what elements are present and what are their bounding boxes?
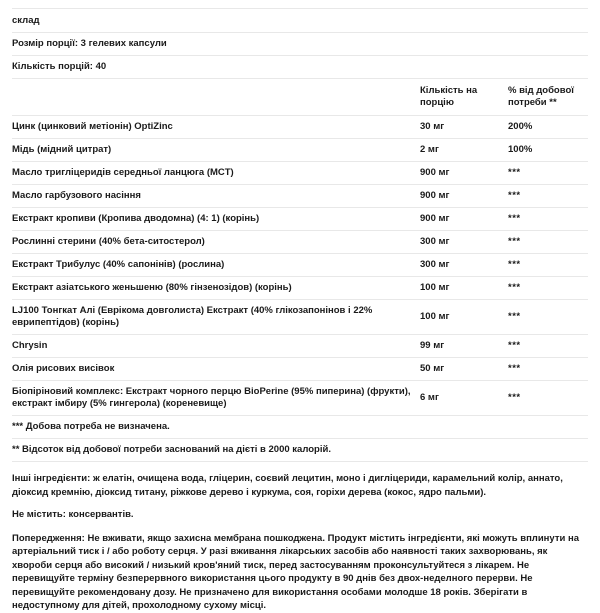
ingredient-name: Біопіріновий комплекс: Екстракт чорного перцю BioPerine (95% пиперина) (фрукти), екстракт імбиру (5% гингерола) (кореневище) xyxy=(12,381,420,416)
ingredient-amount: 900 мг xyxy=(420,185,508,208)
ingredient-name: Екстракт азіатського женьшеню (80% гінзенозідов) (корінь) xyxy=(12,277,420,300)
ingredient-daily-value: *** xyxy=(508,208,588,231)
warning-paragraph: Попередження: Не вживати, якщо захисна мембрана пошкоджена. Продукт містить інгредієнти, які можуть вплинути на артеріальний тиск і / або роботу серця. У разі вживання лікарських засобів або наявності таких захворювань, як хвороби серця або високий / низький кров'яний тиск, перед застосуванням проконсультуйтеся з лікарем. Не перевищуйте терміну безперервного використання цього продукту в 90 днів без двох-неделного перерви. Не перевищуйте рекомендовану дозу. Не призначено для використання особами молодше 18 років. Зберігати в недоступному для дітей, прохолодному сухому місці. xyxy=(12,532,579,611)
table-header-row xyxy=(12,79,588,116)
ingredient-daily-value: *** xyxy=(508,185,588,208)
ingredient-daily-value: *** xyxy=(508,162,588,185)
footnote-daily-value-not-established: *** Добова потреба не визначена. xyxy=(12,416,588,439)
ingredient-amount: 100 мг xyxy=(420,300,508,335)
ingredient-name: Мідь (мідний цитрат) xyxy=(12,139,420,162)
ingredient-daily-value: *** xyxy=(508,254,588,277)
ingredient-amount: 2 мг xyxy=(420,139,508,162)
table-body xyxy=(12,116,588,416)
ingredient-amount: 50 мг xyxy=(420,358,508,381)
ingredient-name: LJ100 Тонгкат Алі (Еврікома довголиста) Екстракт (40% глікозапонінов і 22% еврипептідов) (корінь) xyxy=(12,300,420,335)
table-row xyxy=(12,208,588,231)
table-row xyxy=(12,358,588,381)
ingredient-amount: 100 мг xyxy=(420,277,508,300)
ingredient-daily-value: *** xyxy=(508,335,588,358)
ingredient-name: Масло тригліцеридів середньої ланцюга (MCT) xyxy=(12,162,420,185)
ingredient-name: Екстракт кропиви (Кропива дводомна) (4: 1) (корінь) xyxy=(12,208,420,231)
ingredient-amount: 300 мг xyxy=(420,254,508,277)
ingredient-amount: 300 мг xyxy=(420,231,508,254)
table-row xyxy=(12,162,588,185)
table-row xyxy=(12,335,588,358)
table-row xyxy=(12,381,588,416)
ingredient-daily-value: *** xyxy=(508,300,588,335)
ingredient-name: Олія рисових висівок xyxy=(12,358,420,381)
ingredient-name: Екстракт Трибулус (40% сапонінів) (рослина) xyxy=(12,254,420,277)
ingredient-name: Рослинні стерини (40% бета-ситостерол) xyxy=(12,231,420,254)
ingredient-name: Цинк (цинковий метіонін) OptiZinc xyxy=(12,116,420,139)
table-row xyxy=(12,277,588,300)
ingredient-name: Масло гарбузового насіння xyxy=(12,185,420,208)
ingredient-daily-value: *** xyxy=(508,381,588,416)
table-header xyxy=(12,79,588,116)
free-from-paragraph: Не містить: консервантів. xyxy=(12,509,134,520)
supplement-facts-table xyxy=(12,79,588,416)
ingredient-daily-value: 200% xyxy=(508,116,588,139)
ingredient-daily-value: 100% xyxy=(508,139,588,162)
table-row xyxy=(12,254,588,277)
serving-size-row: Розмір порції: 3 гелевих капсули xyxy=(12,33,588,56)
ingredient-amount: 900 мг xyxy=(420,208,508,231)
ingredient-amount: 99 мг xyxy=(420,335,508,358)
footnote-percent-daily-value-basis: ** Відсоток від добової потреби заснований на дієті в 2000 калорій. xyxy=(12,439,588,462)
other-ingredients-paragraph: Інші інгредієнти: ж елатін, очищена вода, гліцерин, соєвий лецитин, моно і дигліцериди, карамельний колір, аннато, діоксид кремнію, діоксид титану, ріжкове дерево і куркума, соя, горіхи дерева (кокос, ядро пальми). xyxy=(12,473,563,498)
servings-per-container-row: Кількість порцій: 40 xyxy=(12,56,588,79)
ingredient-amount: 900 мг xyxy=(420,162,508,185)
panel-heading: склад xyxy=(12,9,588,33)
ingredient-daily-value: *** xyxy=(508,277,588,300)
column-header-percent-daily-value: % від добової потреби ** xyxy=(508,79,588,116)
table-row xyxy=(12,231,588,254)
ingredient-amount: 30 мг xyxy=(420,116,508,139)
table-row xyxy=(12,116,588,139)
table-row xyxy=(12,300,588,335)
column-header-ingredient xyxy=(12,79,420,116)
table-row xyxy=(12,139,588,162)
table-row xyxy=(12,185,588,208)
ingredient-daily-value: *** xyxy=(508,358,588,381)
ingredient-amount: 6 мг xyxy=(420,381,508,416)
supplement-facts-panel xyxy=(0,8,600,613)
ingredient-name: Chrysin xyxy=(12,335,420,358)
column-header-amount-per-serving: Кількість на порцію xyxy=(420,79,508,116)
ingredient-daily-value: *** xyxy=(508,231,588,254)
